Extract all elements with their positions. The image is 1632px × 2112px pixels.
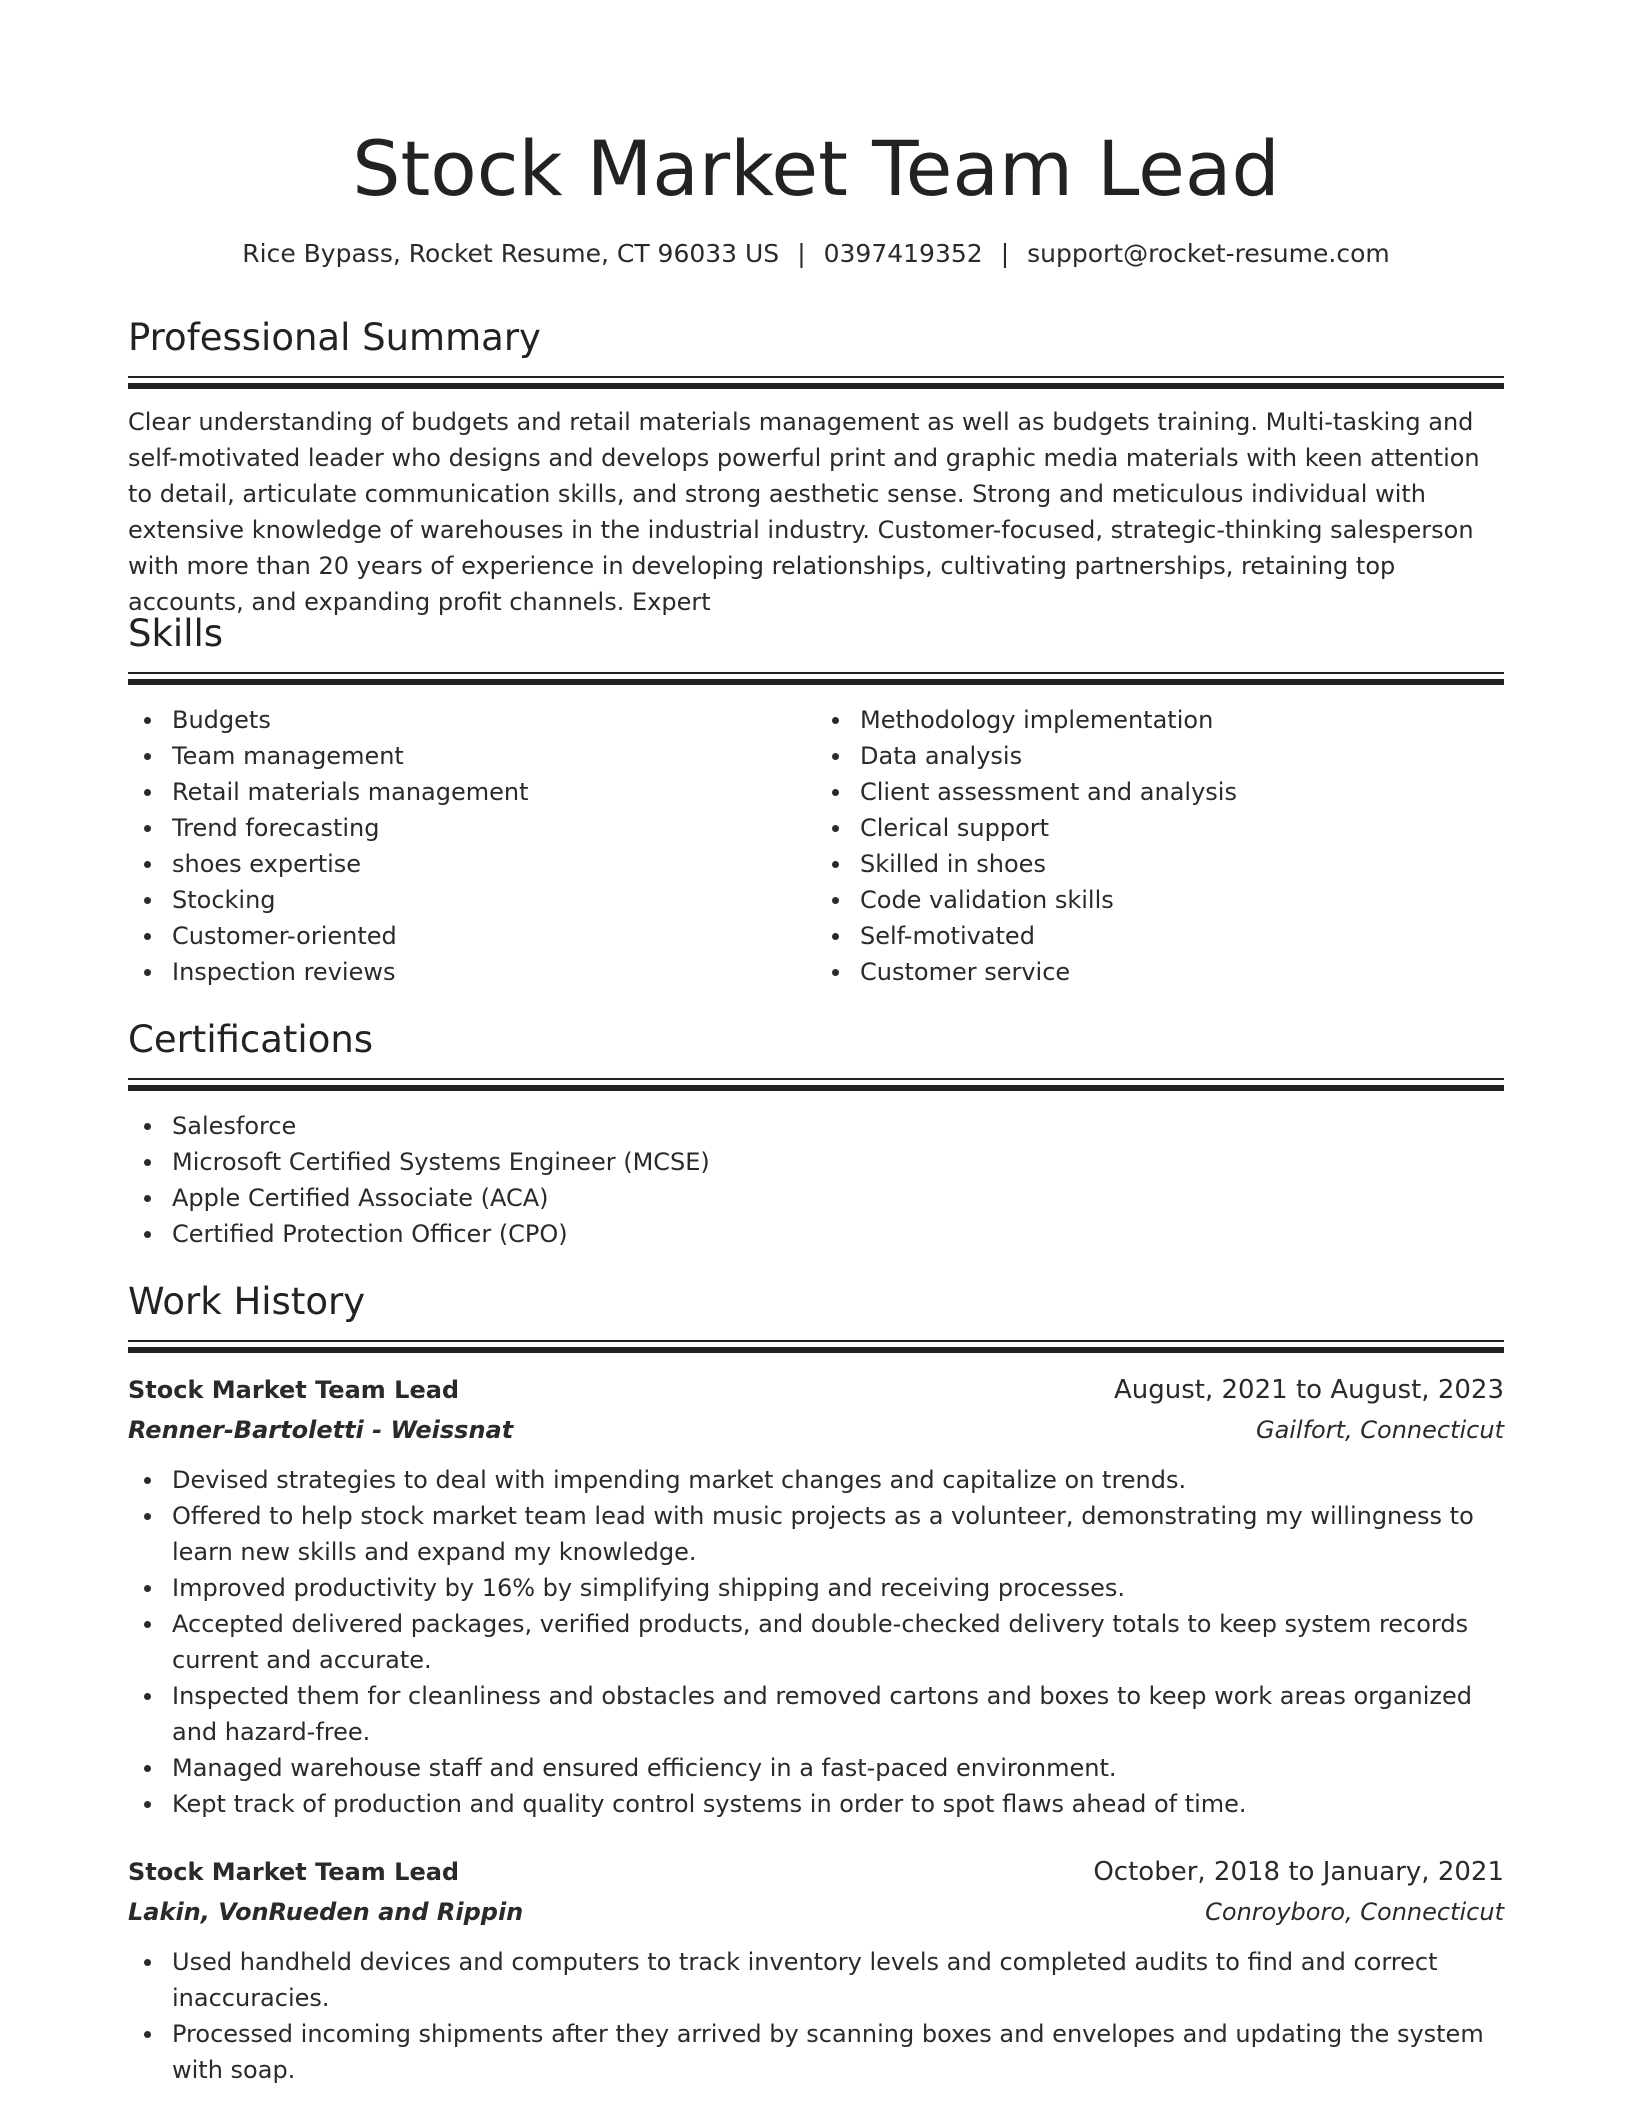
- contact-line: [128, 236, 1504, 272]
- skill-item: Customer service: [816, 954, 1504, 990]
- job-title: Stock Market Team Lead: [128, 1858, 460, 1886]
- skill-item: shoes expertise: [128, 846, 816, 882]
- section-divider: [128, 672, 1504, 686]
- skill-item: Retail materials management: [128, 774, 816, 810]
- skills-column-left: [128, 702, 816, 990]
- job-bullet: Devised strategies to deal with impending market changes and capitalize on trends.: [128, 1462, 1504, 1498]
- job-title: Stock Market Team Lead: [128, 1376, 460, 1404]
- certification-item: Apple Certified Associate (ACA): [128, 1180, 1504, 1216]
- contact-separator: |: [1000, 239, 1010, 268]
- skill-item: Methodology implementation: [816, 702, 1504, 738]
- section-divider: [128, 376, 1504, 390]
- summary-heading: Professional Summary: [128, 316, 541, 359]
- skill-item: Client assessment and analysis: [816, 774, 1504, 810]
- certification-item: Salesforce: [128, 1108, 1504, 1144]
- job-bullet: Used handheld devices and computers to track inventory levels and completed audits to find and correct inaccuracies.: [128, 1944, 1504, 2016]
- skill-item: Stocking: [128, 882, 816, 918]
- job-company: Renner-Bartoletti - Weissnat: [128, 1416, 514, 1444]
- job-dates: August, 2021 to August, 2023: [1114, 1375, 1504, 1405]
- contact-separator: |: [797, 239, 806, 268]
- certification-item: Certified Protection Officer (CPO): [128, 1216, 1504, 1252]
- skill-item: Self-motivated: [816, 918, 1504, 954]
- section-divider: [128, 1340, 1504, 1354]
- job-bullets: [128, 1462, 1504, 1822]
- skill-item: Trend forecasting: [128, 810, 816, 846]
- skills-heading: Skills: [128, 612, 224, 655]
- skills-grid: [128, 702, 1504, 990]
- job-company-row: [128, 1894, 1504, 1930]
- job-company: Lakin, VonRueden and Rippin: [128, 1898, 524, 1926]
- certifications-list: [128, 1108, 1504, 1252]
- job-bullet: Processed incoming shipments after they arrived by scanning boxes and envelopes and updating the system with soap.: [128, 2016, 1504, 2088]
- summary-text: Clear understanding of budgets and retail materials management as well as budgets training. Multi-tasking and self-motivated leader who designs and develops powerful print and graphic media materials with keen attention to detail, articulate communication skills, and strong aesthetic sense. Strong and meticulous individual with extensive knowledge of warehouses in the industrial industry. Customer-focused, strategic-thinking salesperson with more than 20 years of experience in developing relationships, cultivating partnerships, retaining top accounts, and expanding profit channels. Expert: [128, 408, 1480, 616]
- job-bullet: Improved productivity by 16% by simplifying shipping and receiving processes.: [128, 1570, 1504, 1606]
- job-bullet: Offered to help stock market team lead with music projects as a volunteer, demonstrating my willingness to learn new skills and expand my knowledge.: [128, 1498, 1504, 1570]
- certification-item: Microsoft Certified Systems Engineer (MCSE): [128, 1144, 1504, 1180]
- skill-item: Team management: [128, 738, 816, 774]
- job-bullet: Inspected them for cleanliness and obstacles and removed cartons and boxes to keep work areas organized and hazard-free.: [128, 1678, 1504, 1750]
- work-history-heading: Work History: [128, 1280, 366, 1323]
- candidate-name: Stock Market Team Lead: [352, 124, 1280, 213]
- contact-address: Rice Bypass, Rocket Resume, CT 96033 US: [242, 239, 780, 268]
- job-dates: October, 2018 to January, 2021: [1093, 1857, 1504, 1887]
- skill-item: Inspection reviews: [128, 954, 816, 990]
- certifications-heading: Certifications: [128, 1018, 374, 1061]
- skill-item: Clerical support: [816, 810, 1504, 846]
- job-location: Gailfort, Connecticut: [1255, 1416, 1504, 1444]
- skills-list-left: [128, 702, 816, 990]
- job-location: Conroyboro, Connecticut: [1205, 1898, 1504, 1926]
- job-bullet: Accepted delivered packages, verified products, and double-checked delivery totals to keep system records current and accurate.: [128, 1606, 1504, 1678]
- job-bullet: Managed warehouse staff and ensured efficiency in a fast-paced environment.: [128, 1750, 1504, 1786]
- job-company-row: [128, 1412, 1504, 1448]
- job-bullet: Kept track of production and quality control systems in order to spot flaws ahead of time.: [128, 1786, 1504, 1822]
- skill-item: Skilled in shoes: [816, 846, 1504, 882]
- skills-column-right: [816, 702, 1504, 990]
- contact-phone: 0397419352: [823, 239, 983, 268]
- skill-item: Code validation skills: [816, 882, 1504, 918]
- job-bullets: [128, 1944, 1504, 2088]
- skill-item: Data analysis: [816, 738, 1504, 774]
- skills-list-right: [816, 702, 1504, 990]
- job-title-row: [128, 1854, 1504, 1890]
- job-title-row: [128, 1372, 1504, 1408]
- skill-item: Budgets: [128, 702, 816, 738]
- section-divider: [128, 1078, 1504, 1092]
- contact-email: support@rocket-resume.com: [1027, 239, 1390, 268]
- skill-item: Customer-oriented: [128, 918, 816, 954]
- resume-page: [128, 0, 1504, 2088]
- job-entry: [128, 1854, 1504, 2088]
- job-entry: [128, 1372, 1504, 1822]
